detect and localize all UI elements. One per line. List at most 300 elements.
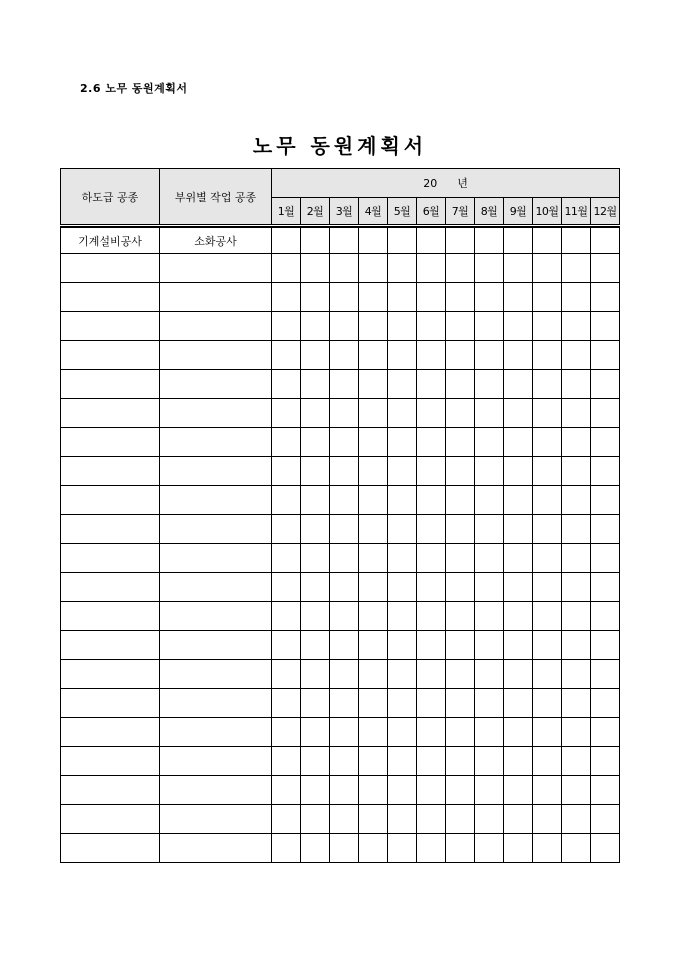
month-cell (330, 544, 359, 573)
month-cell (301, 747, 330, 776)
month-cell (330, 776, 359, 805)
month-cell (504, 457, 533, 486)
month-cell (533, 370, 562, 399)
month-cell (301, 457, 330, 486)
month-cell (417, 370, 446, 399)
month-cell (591, 747, 620, 776)
month-cell (475, 428, 504, 457)
subcontract-cell (61, 602, 160, 631)
month-cell (475, 776, 504, 805)
month-cell (330, 341, 359, 370)
work-type-cell (160, 486, 272, 515)
month-cell (359, 544, 388, 573)
subcontract-cell (61, 457, 160, 486)
month-cell (301, 370, 330, 399)
work-type-cell (160, 341, 272, 370)
month-cell (533, 776, 562, 805)
table-row (61, 283, 620, 312)
month-cell (562, 689, 591, 718)
month-cell (388, 805, 417, 834)
month-cell (475, 399, 504, 428)
month-cell (504, 631, 533, 660)
month-cell (562, 228, 591, 254)
month-cell (301, 341, 330, 370)
month-cell (475, 341, 504, 370)
month-cell (533, 544, 562, 573)
month-cell (533, 631, 562, 660)
month-cell (533, 457, 562, 486)
month-cell (504, 486, 533, 515)
month-cell (562, 544, 591, 573)
month-cell (417, 312, 446, 341)
table-row (61, 428, 620, 457)
month-cell (301, 399, 330, 428)
month-cell (359, 805, 388, 834)
month-header: 11월 (562, 198, 591, 226)
month-cell (301, 631, 330, 660)
month-cell (388, 718, 417, 747)
month-cell (388, 254, 417, 283)
month-cell (388, 341, 417, 370)
month-cell (272, 312, 301, 341)
month-cell (533, 805, 562, 834)
month-header: 9월 (504, 198, 533, 226)
month-cell (301, 312, 330, 341)
month-cell (591, 631, 620, 660)
work-type-cell (160, 660, 272, 689)
table-row (61, 747, 620, 776)
subcontract-cell (61, 486, 160, 515)
month-cell (591, 805, 620, 834)
table-row (61, 399, 620, 428)
month-cell (475, 660, 504, 689)
month-cell (504, 399, 533, 428)
month-cell (591, 428, 620, 457)
month-cell (591, 602, 620, 631)
header-work-type: 부위별 작업 공종 (160, 169, 272, 226)
work-type-cell (160, 283, 272, 312)
month-cell (475, 747, 504, 776)
month-cell (504, 805, 533, 834)
month-cell (475, 312, 504, 341)
work-type-cell (160, 544, 272, 573)
month-cell (475, 805, 504, 834)
month-cell (446, 486, 475, 515)
month-cell (417, 573, 446, 602)
month-cell (272, 660, 301, 689)
month-cell (446, 254, 475, 283)
month-cell (417, 283, 446, 312)
month-cell (359, 428, 388, 457)
month-cell (359, 341, 388, 370)
month-cell (330, 254, 359, 283)
month-cell (359, 254, 388, 283)
work-type-cell (160, 312, 272, 341)
month-cell (388, 544, 417, 573)
table-row (61, 341, 620, 370)
month-cell (475, 631, 504, 660)
month-cell (504, 718, 533, 747)
subcontract-cell (61, 399, 160, 428)
month-cell (301, 428, 330, 457)
table-row (61, 602, 620, 631)
month-cell (562, 660, 591, 689)
labor-plan-table (60, 168, 620, 863)
month-cell (359, 486, 388, 515)
month-cell (359, 515, 388, 544)
month-cell (475, 689, 504, 718)
month-cell (388, 834, 417, 863)
month-cell (388, 370, 417, 399)
work-type-cell (160, 254, 272, 283)
month-cell (591, 341, 620, 370)
month-cell (417, 486, 446, 515)
month-cell (272, 834, 301, 863)
month-cell (301, 254, 330, 283)
month-cell (301, 602, 330, 631)
month-cell (417, 718, 446, 747)
month-cell (533, 515, 562, 544)
month-cell (475, 254, 504, 283)
month-cell (475, 834, 504, 863)
table-row (61, 228, 620, 254)
month-cell (417, 544, 446, 573)
header-subcontract: 하도급 공종 (61, 169, 160, 226)
month-header: 4월 (359, 198, 388, 226)
month-cell (446, 573, 475, 602)
month-header: 12월 (591, 198, 620, 226)
month-cell (359, 228, 388, 254)
subcontract-cell (61, 834, 160, 863)
work-type-cell (160, 370, 272, 399)
month-cell (388, 457, 417, 486)
month-cell (330, 283, 359, 312)
month-cell (504, 747, 533, 776)
month-cell (359, 457, 388, 486)
document-title: 노무 동원계획서 (252, 134, 428, 158)
month-cell (301, 718, 330, 747)
month-cell (475, 515, 504, 544)
month-cell (591, 573, 620, 602)
month-cell (475, 228, 504, 254)
month-cell (359, 718, 388, 747)
subcontract-cell (61, 515, 160, 544)
month-cell (591, 486, 620, 515)
month-cell (359, 573, 388, 602)
month-cell (272, 805, 301, 834)
month-cell (475, 486, 504, 515)
month-cell (533, 283, 562, 312)
table-row (61, 544, 620, 573)
subcontract-cell (61, 370, 160, 399)
month-cell (272, 515, 301, 544)
month-cell (272, 602, 301, 631)
subcontract-cell (61, 544, 160, 573)
month-cell (562, 457, 591, 486)
month-cell (388, 428, 417, 457)
month-cell (475, 370, 504, 399)
month-cell (504, 515, 533, 544)
month-cell (388, 486, 417, 515)
month-cell (417, 805, 446, 834)
month-cell (388, 283, 417, 312)
month-cell (330, 805, 359, 834)
month-cell (301, 660, 330, 689)
header-row-year (61, 169, 620, 198)
month-cell (272, 399, 301, 428)
month-cell (272, 718, 301, 747)
month-cell (591, 515, 620, 544)
month-cell (504, 228, 533, 254)
table-row (61, 776, 620, 805)
subcontract-cell (61, 631, 160, 660)
work-type-cell (160, 457, 272, 486)
month-cell (272, 428, 301, 457)
month-cell (388, 776, 417, 805)
month-header: 5월 (388, 198, 417, 226)
month-cell (446, 341, 475, 370)
month-cell (562, 283, 591, 312)
work-type-cell (160, 805, 272, 834)
month-cell (562, 776, 591, 805)
month-cell (446, 370, 475, 399)
work-type-cell (160, 515, 272, 544)
month-cell (533, 747, 562, 776)
month-cell (446, 689, 475, 718)
table-row (61, 631, 620, 660)
month-cell (562, 486, 591, 515)
month-header: 1월 (272, 198, 301, 226)
month-cell (591, 457, 620, 486)
month-cell (272, 457, 301, 486)
month-cell (359, 283, 388, 312)
month-cell (359, 747, 388, 776)
month-cell (475, 283, 504, 312)
month-cell (301, 834, 330, 863)
month-cell (417, 776, 446, 805)
month-cell (504, 544, 533, 573)
month-cell (562, 370, 591, 399)
subcontract-cell (61, 747, 160, 776)
month-cell (388, 228, 417, 254)
subcontract-cell (61, 573, 160, 602)
month-cell (272, 544, 301, 573)
month-cell (359, 312, 388, 341)
month-cell (562, 341, 591, 370)
table-body (61, 226, 620, 863)
month-cell (301, 544, 330, 573)
month-cell (301, 486, 330, 515)
month-cell (562, 399, 591, 428)
month-cell (504, 312, 533, 341)
month-cell (359, 370, 388, 399)
subcontract-cell (61, 312, 160, 341)
month-cell (446, 834, 475, 863)
month-cell (504, 341, 533, 370)
month-cell (475, 457, 504, 486)
month-cell (475, 602, 504, 631)
subcontract-cell (61, 283, 160, 312)
table-row (61, 660, 620, 689)
month-cell (562, 834, 591, 863)
month-cell (446, 718, 475, 747)
month-cell (533, 660, 562, 689)
month-cell (562, 805, 591, 834)
month-cell (446, 312, 475, 341)
month-cell (359, 399, 388, 428)
month-cell (533, 399, 562, 428)
month-cell (301, 515, 330, 544)
month-cell (533, 573, 562, 602)
month-header: 7월 (446, 198, 475, 226)
month-cell (475, 573, 504, 602)
year-unit: 년 (457, 177, 468, 190)
month-cell (330, 660, 359, 689)
month-cell (301, 283, 330, 312)
month-cell (272, 228, 301, 254)
work-type-cell (160, 718, 272, 747)
month-cell (417, 515, 446, 544)
work-type-cell (160, 428, 272, 457)
month-cell (446, 457, 475, 486)
month-cell (446, 602, 475, 631)
month-cell (272, 573, 301, 602)
month-cell (504, 573, 533, 602)
month-cell (562, 312, 591, 341)
month-cell (591, 228, 620, 254)
month-cell (301, 776, 330, 805)
table-row (61, 718, 620, 747)
month-cell (301, 689, 330, 718)
subcontract-cell: 기계설비공사 (61, 228, 160, 254)
table-row (61, 312, 620, 341)
month-cell (388, 515, 417, 544)
work-type-cell (160, 776, 272, 805)
month-cell (417, 631, 446, 660)
month-cell (446, 660, 475, 689)
month-cell (533, 486, 562, 515)
month-cell (417, 428, 446, 457)
month-cell (591, 544, 620, 573)
month-cell (591, 370, 620, 399)
month-cell (504, 254, 533, 283)
month-cell (533, 834, 562, 863)
month-cell (504, 689, 533, 718)
month-cell (591, 254, 620, 283)
month-cell (330, 370, 359, 399)
month-cell (446, 544, 475, 573)
table-row (61, 486, 620, 515)
month-cell (562, 515, 591, 544)
month-cell (359, 689, 388, 718)
month-cell (417, 689, 446, 718)
month-cell (388, 399, 417, 428)
month-cell (504, 428, 533, 457)
month-cell (417, 660, 446, 689)
month-cell (330, 428, 359, 457)
subcontract-cell (61, 660, 160, 689)
month-cell (417, 602, 446, 631)
month-cell (272, 747, 301, 776)
month-cell (272, 631, 301, 660)
month-cell (562, 428, 591, 457)
month-cell (591, 660, 620, 689)
month-header: 6월 (417, 198, 446, 226)
header-year (272, 169, 620, 198)
month-cell (562, 747, 591, 776)
month-cell (591, 718, 620, 747)
month-cell (446, 747, 475, 776)
section-heading: 2.6 노무 동원계획서 (80, 82, 188, 95)
month-cell (504, 776, 533, 805)
month-cell (359, 776, 388, 805)
month-cell (272, 776, 301, 805)
month-cell (330, 515, 359, 544)
month-cell (388, 631, 417, 660)
month-cell (359, 602, 388, 631)
table-row (61, 370, 620, 399)
table-row (61, 457, 620, 486)
month-cell (359, 631, 388, 660)
month-cell (417, 341, 446, 370)
month-cell (504, 370, 533, 399)
month-header: 10월 (533, 198, 562, 226)
month-cell (591, 283, 620, 312)
table-row (61, 254, 620, 283)
month-cell (330, 573, 359, 602)
month-cell (533, 718, 562, 747)
subcontract-cell (61, 341, 160, 370)
month-cell (388, 312, 417, 341)
month-cell (388, 602, 417, 631)
work-type-cell (160, 399, 272, 428)
month-cell (533, 228, 562, 254)
month-cell (591, 689, 620, 718)
month-cell (330, 228, 359, 254)
month-cell (272, 370, 301, 399)
month-cell (330, 602, 359, 631)
month-cell (417, 457, 446, 486)
month-cell (359, 834, 388, 863)
month-cell (446, 399, 475, 428)
month-cell (330, 457, 359, 486)
month-cell (533, 254, 562, 283)
month-cell (330, 834, 359, 863)
year-label: 20 (423, 177, 438, 190)
month-cell (533, 689, 562, 718)
work-type-cell: 소화공사 (160, 228, 272, 254)
month-cell (446, 515, 475, 544)
month-cell (272, 689, 301, 718)
month-cell (272, 254, 301, 283)
month-cell (388, 689, 417, 718)
month-cell (359, 660, 388, 689)
month-cell (388, 573, 417, 602)
work-type-cell (160, 747, 272, 776)
work-type-cell (160, 834, 272, 863)
month-cell (475, 544, 504, 573)
month-cell (330, 312, 359, 341)
month-cell (330, 689, 359, 718)
month-cell (504, 834, 533, 863)
month-cell (562, 718, 591, 747)
month-cell (504, 283, 533, 312)
table-row (61, 805, 620, 834)
month-cell (591, 834, 620, 863)
table-row (61, 834, 620, 863)
month-cell (330, 399, 359, 428)
subcontract-cell (61, 805, 160, 834)
